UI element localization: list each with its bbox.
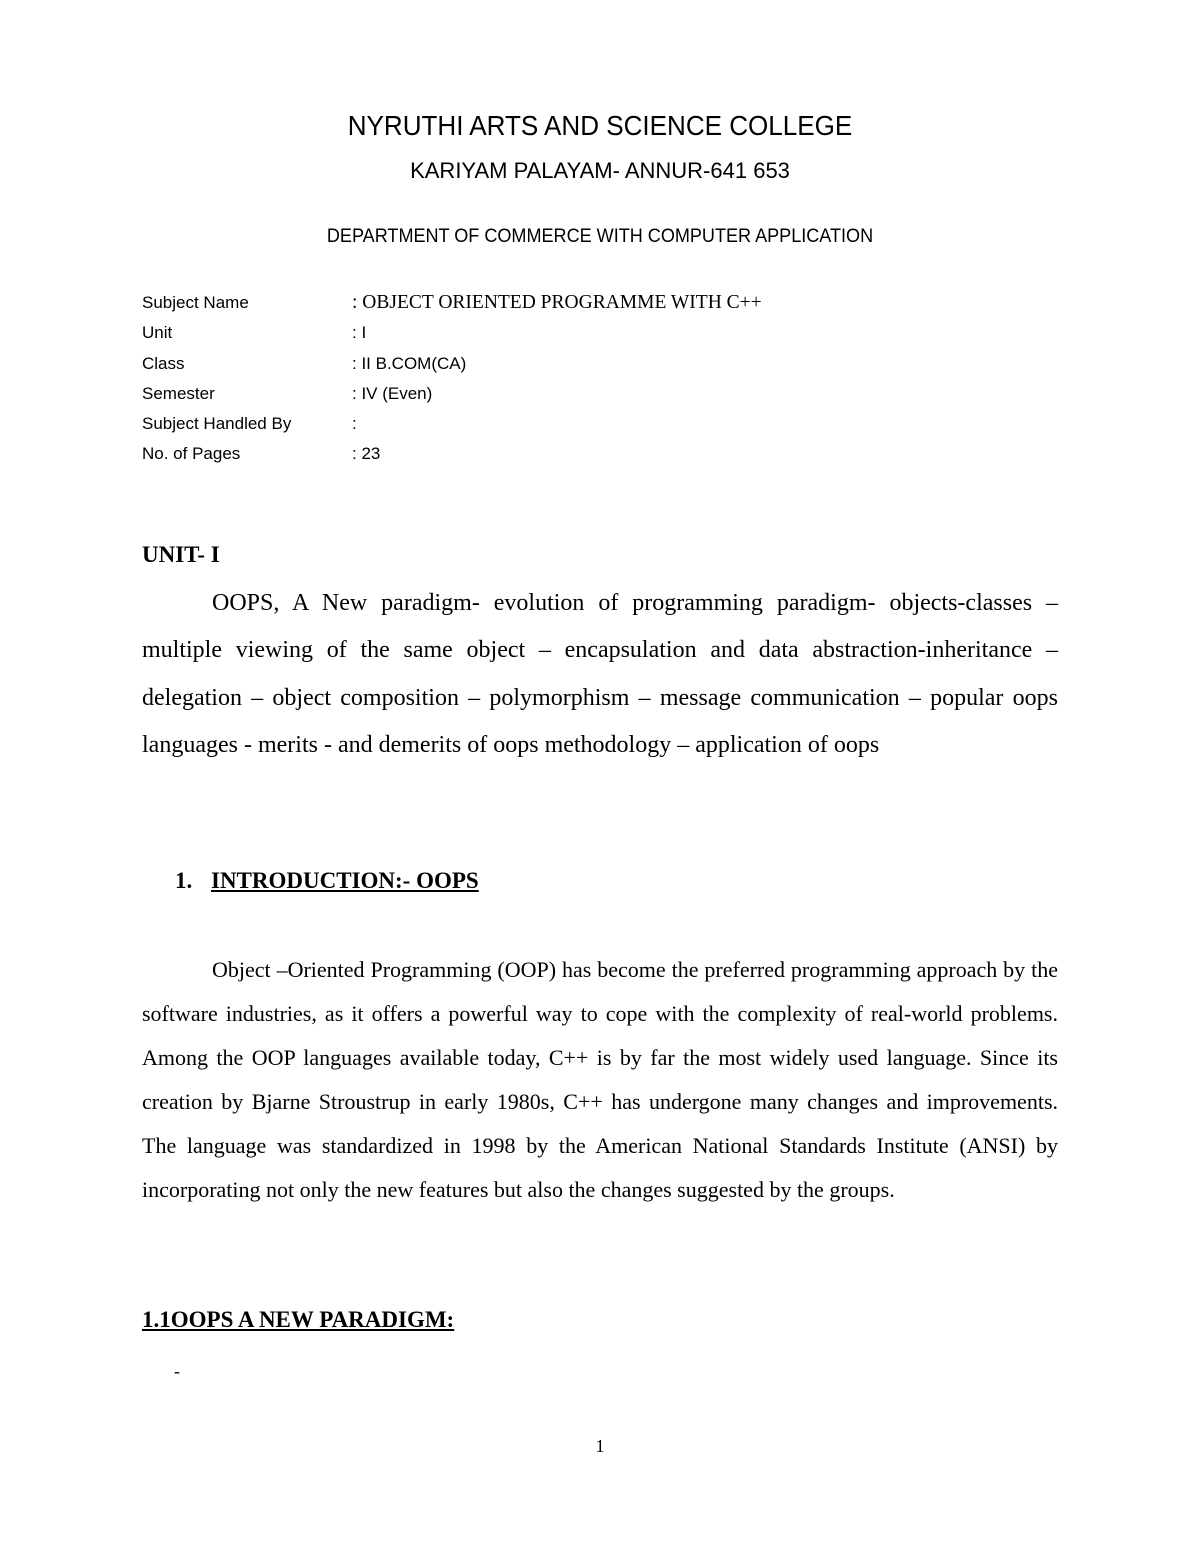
section-title: INTRODUCTION:- OOPS <box>211 868 479 893</box>
syllabus-paragraph <box>142 580 1058 769</box>
detail-label: Subject Handled By <box>142 414 292 434</box>
detail-label: Unit <box>142 323 173 343</box>
detail-row-subject-name <box>142 288 942 318</box>
list-bullet: - <box>174 1361 180 1381</box>
department-name: DEPARTMENT OF COMMERCE WITH COMPUTER APPLICATION <box>326 226 874 247</box>
page-number: 1 <box>595 1436 605 1456</box>
detail-label: No. of Pages <box>142 444 241 464</box>
detail-row-handled-by <box>142 409 942 439</box>
detail-value: : 23 <box>352 444 381 464</box>
section-number: 1. <box>175 868 193 893</box>
detail-label: Semester <box>142 383 215 403</box>
subject-details <box>142 288 942 470</box>
introduction-paragraph <box>142 948 1058 1212</box>
introduction-text: Object –Oriented Programming (OOP) has become the preferred programming approach by the software industries, as it offers a powerful way to cope with the complexity of real-world problems. Among the OOP languages available today, C++ is by far the most widely used language. Since its creation by Bjarne Stroustrup in early 1980s, C++ has undergone many changes and improvements. The language was standardized in 1998 by the American National Standards Institute (ANSI) by incorporating not only the new features but also the changes suggested by the groups. <box>142 957 1058 1202</box>
detail-value: : II B.COM(CA) <box>352 353 467 373</box>
detail-label: Class <box>142 353 185 373</box>
detail-value: : OBJECT ORIENTED PROGRAMME WITH C++ <box>352 292 762 313</box>
unit-title: UNIT- I <box>142 542 220 567</box>
detail-value: : I <box>352 323 367 343</box>
college-name: NYRUTHI ARTS AND SCIENCE COLLEGE <box>347 110 853 141</box>
detail-row-pages <box>142 439 942 469</box>
detail-value: : IV (Even) <box>352 383 433 403</box>
detail-label: Subject Name <box>142 293 249 312</box>
syllabus-text: OOPS, A New paradigm- evolution of programming paradigm- objects-classes – multiple viewing of the same object – encapsulation and data abstraction-inheritance – delegation – object composition – polymorphism – message communication – popular oops languages - merits - and demerits of oops methodology – application of oops <box>142 590 1058 758</box>
subsection-heading: 1.1OOPS A NEW PARADIGM: <box>142 1307 455 1332</box>
detail-row-class <box>142 349 942 379</box>
section-heading-introduction <box>175 866 479 896</box>
detail-row-semester <box>142 379 942 409</box>
college-address: KARIYAM PALAYAM- ANNUR-641 653 <box>410 158 790 183</box>
detail-row-unit <box>142 318 942 348</box>
detail-value: : <box>352 414 357 434</box>
